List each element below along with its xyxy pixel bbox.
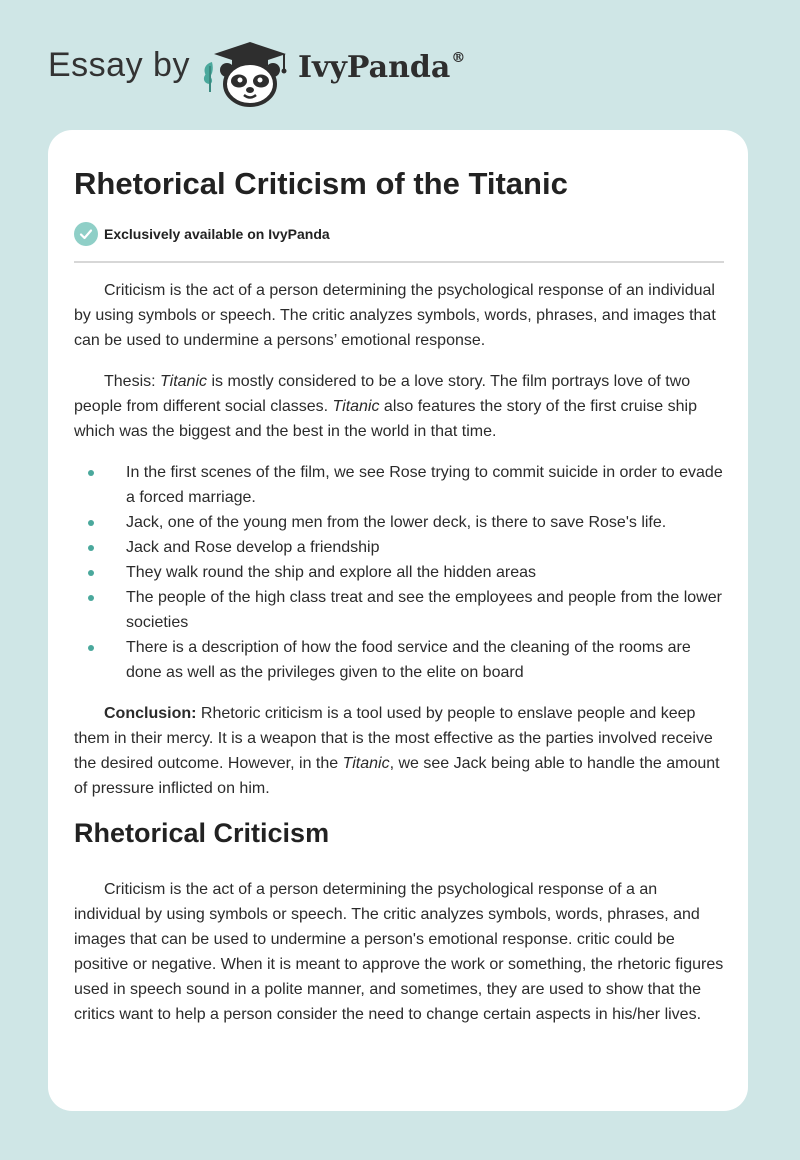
essay-title: Rhetorical Criticism of the Titanic [74, 166, 568, 201]
brand-text: IvyPanda [298, 50, 451, 85]
titanic-italic: Titanic [160, 373, 207, 390]
bullet-dot-icon [88, 570, 94, 576]
brand-name[interactable] [298, 50, 466, 85]
list-item [74, 635, 724, 685]
list-item-text: The people of the high class treat and see the employees and people from the lower societies [126, 589, 722, 631]
bullet-dot-icon [88, 645, 94, 651]
ivypanda-logo[interactable] [200, 36, 300, 108]
essay-card [48, 130, 748, 1111]
section-paragraph: Criticism is the act of a person determining the psychological response of a an individual by using symbols or speech. The critic analyzes symbols, words, phrases, and images that can be used to undermine a person's emotional response. critic could be positive or negative. When it is meant to approve the work or something, the rhetoric figures used in speech sound in a polite manner, and sometimes, they are used to show that the critics want to help a person consider the need to change certain aspects in his/her lives. [74, 881, 724, 1023]
plot-bullet-list [74, 460, 724, 685]
list-item-text: They walk round the ship and explore all the hidden areas [126, 564, 537, 581]
bullet-dot-icon [88, 520, 94, 526]
titanic-italic: Titanic [342, 755, 390, 772]
list-item [74, 460, 724, 510]
list-item-text: Jack and Rose develop a friendship [126, 539, 380, 556]
list-item [74, 535, 724, 560]
list-item [74, 560, 724, 585]
bullet-dot-icon [88, 595, 94, 601]
list-item [74, 585, 724, 635]
intro-paragraph: Criticism is the act of a person determining the psychological response of an individual by using symbols or speech. The critic analyzes symbols, words, phrases, and images that can be used to undermine a persons’ emotional response. [74, 282, 716, 349]
site-header [0, 0, 800, 130]
section-heading: Rhetorical Criticism [74, 818, 330, 848]
check-circle-icon [74, 222, 98, 246]
title-divider [74, 261, 724, 263]
thesis-text-2: also features the story of the first cruise ship which was the biggest and the best in the world in that time. [74, 398, 697, 440]
list-item [74, 510, 724, 535]
list-item-text: There is a description of how the food service and the cleaning of the rooms are done as well as the privileges given to the elite on board [126, 639, 691, 681]
essay-body [74, 278, 724, 1043]
exclusive-badge [74, 222, 330, 246]
conclusion-paragraph [74, 701, 724, 801]
thesis-paragraph [74, 369, 724, 444]
thesis-text-1: is mostly considered to be a love story. The film portrays love of two people from different social classes. [74, 373, 691, 415]
bullet-dot-icon [88, 545, 94, 551]
registered-mark: ® [451, 50, 466, 66]
thesis-lead: Thesis: [104, 373, 161, 390]
titanic-italic: Titanic [332, 398, 380, 415]
conclusion-label: Conclusion: [104, 705, 197, 722]
conclusion-text-1: Rhetoric criticism is a tool used by people to enslave people and keep them in their mercy. It is a weapon that is the most effective as the parties involved receive the desired outcome. However, in the [74, 705, 713, 772]
exclusive-badge-text: Exclusively available on IvyPanda [104, 226, 330, 242]
list-item-text: In the first scenes of the film, we see Rose trying to commit suicide in order to evade a forced marriage. [126, 464, 723, 506]
essay-by-label: Essay by [48, 46, 190, 84]
conclusion-text-2: , we see Jack being able to handle the amount of pressure inflicted on him. [74, 755, 720, 797]
panda-graduate-icon [200, 36, 300, 108]
list-item-text: Jack, one of the young men from the lower deck, is there to save Rose's life. [126, 514, 667, 531]
bullet-dot-icon [88, 470, 94, 476]
